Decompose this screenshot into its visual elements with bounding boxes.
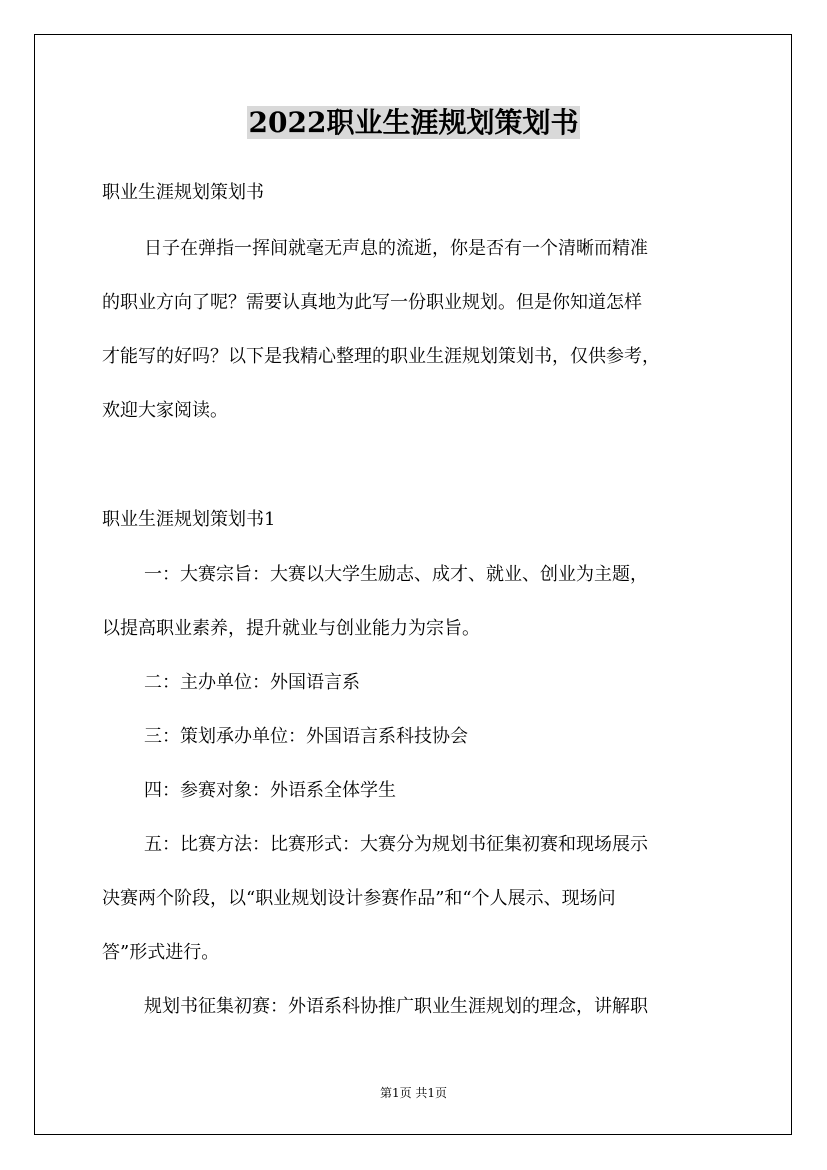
paragraph-line: 以提高职业素养，提升就业与创业能力为宗旨。 (102, 618, 480, 639)
paragraph-line: 规划书征集初赛：外语系科协推广职业生涯规划的理念，讲解职 (144, 996, 648, 1017)
paragraph-line: 答”形式进行。 (102, 942, 220, 963)
section-heading: 职业生涯规划策划书 (102, 182, 264, 203)
paragraph-line: 四：参赛对象：外语系全体学生 (144, 780, 396, 801)
document-title (0, 103, 827, 143)
paragraph-line: 决赛两个阶段，以“职业规划设计参赛作品”和“个人展示、现场问 (102, 888, 616, 909)
page-footer: 第1页 共1页 (379, 1086, 448, 1100)
paragraph-line: 才能写的好吗？以下是我精心整理的职业生涯规划策划书，仅供参考， (102, 346, 660, 367)
paragraph-line: 三：策划承办单位：外国语言系科技协会 (144, 726, 468, 747)
paragraph-line: 一：大赛宗旨：大赛以大学生励志、成才、就业、创业为主题， (144, 564, 648, 585)
section-heading: 职业生涯规划策划书1 (102, 509, 276, 530)
paragraph-line: 欢迎大家阅读。 (102, 400, 228, 421)
paragraph-line: 五：比赛方法：比赛形式：大赛分为规划书征集初赛和现场展示 (144, 834, 648, 855)
paragraph-line: 的职业方向了呢？需要认真地为此写一份职业规划。但是你知道怎样 (102, 292, 642, 313)
paragraph-line: 日子在弹指一挥间就毫无声息的流逝，你是否有一个清晰而精准 (144, 238, 648, 259)
document-title-text: 2022职业生涯规划策划书 (248, 106, 579, 139)
paragraph-line: 二：主办单位：外国语言系 (144, 672, 360, 693)
